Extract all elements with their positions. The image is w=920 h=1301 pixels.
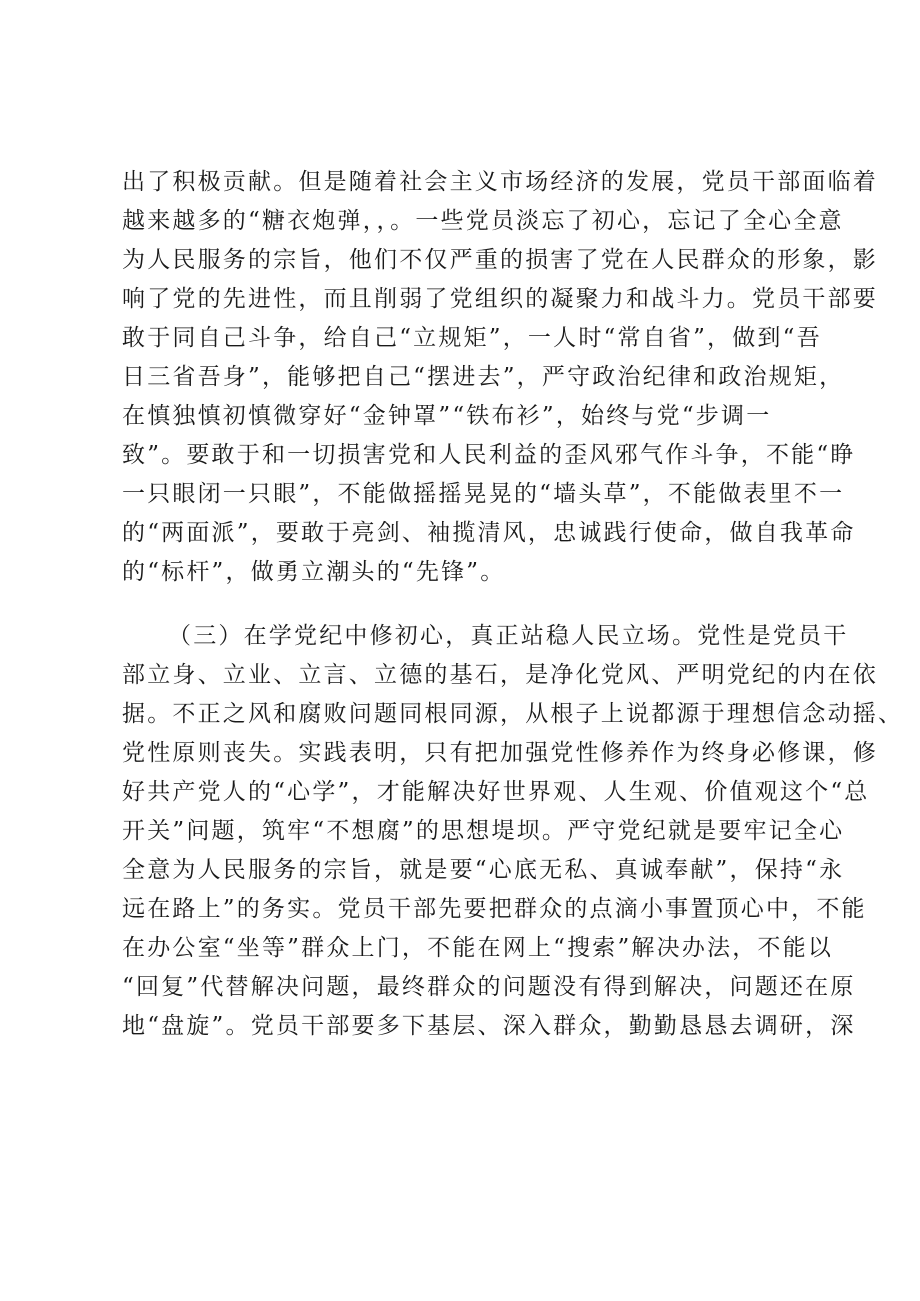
text-line: 党性原则丧失。实践表明，只有把加强党性修养作为终身必修课，修 — [122, 740, 878, 766]
text-line: 好共产党人的“心学”，才能解决好世界观、人生观、价值观这个“总 — [122, 779, 870, 805]
text-line: 地“盘旋”。党员干部要多下基层、深入群众，勤勤恳恳去调研，深 — [122, 1013, 856, 1039]
text-line: 出了积极贡献。但是随着社会主义市场经济的发展，党员干部面临着 — [122, 169, 878, 195]
text-line: 在慎独慎初慎微穿好“金钟罩”“铁布衫”，始终与党“步调一 — [122, 403, 772, 429]
text-line: 为人民服务的宗旨，他们不仅严重的损害了党在人民群众的形象，影 — [122, 247, 878, 273]
paragraph-continuation — [122, 163, 878, 592]
text-line: 的“标杆”，做勇立潮头的“先锋”。 — [122, 559, 506, 585]
paragraph-section-three — [122, 617, 904, 1046]
text-line: 开关”问题，筑牢“不想腐”的思想堤坝。严守党纪就是要牢记全心 — [122, 818, 845, 844]
text-line: 全意为人民服务的宗旨，就是要“心底无私、真诚奉献”，保持“永 — [122, 857, 845, 883]
text-line: 部立身、立业、立言、立德的基石，是净化党风、严明党纪的内在依 — [122, 662, 878, 688]
text-line: 日三省吾身”，能够把自己“摆进去”，严守政治纪律和政治规矩， — [122, 364, 845, 390]
text-line: 响了党的先进性，而且削弱了党组织的凝聚力和战斗力。党员干部要 — [122, 286, 878, 312]
text-line: 的“两面派”，要敢于亮剑、袖揽清风，忠诚践行使命，做自我革命 — [122, 520, 856, 546]
text-line: 在办公室“坐等”群众上门，不能在网上“搜索”解决办法，不能以 — [122, 935, 834, 961]
text-line: 据。不正之风和腐败问题同根同源，从根子上说都源于理想信念动摇、 — [122, 701, 904, 727]
text-line: 一只眼闭一只眼”，不能做摇摇晃晃的“墙头草”，不能做表里不一 — [122, 481, 845, 507]
text-line: 越来越多的“糖衣炮弹，，。一些党员淡忘了初心，忘记了全心全意 — [122, 208, 844, 234]
text-line: 致”。要敢于和一切损害党和人民利益的歪风邪气作斗争，不能“睁 — [122, 442, 856, 468]
text-line: 远在路上”的务实。党员干部先要把群众的点滴小事置顶心中，不能 — [122, 896, 867, 922]
text-line: 敢于同自己斗争，给自己“立规矩”，一人时“常自省”，做到“吾 — [122, 325, 822, 351]
section-heading-line: （三）在学党纪中修初心，真正站稳人民立场。党性是党员干 — [168, 623, 849, 649]
text-line: “回复”代替解决问题，最终群众的问题没有得到解决，问题还在原 — [122, 974, 856, 1000]
